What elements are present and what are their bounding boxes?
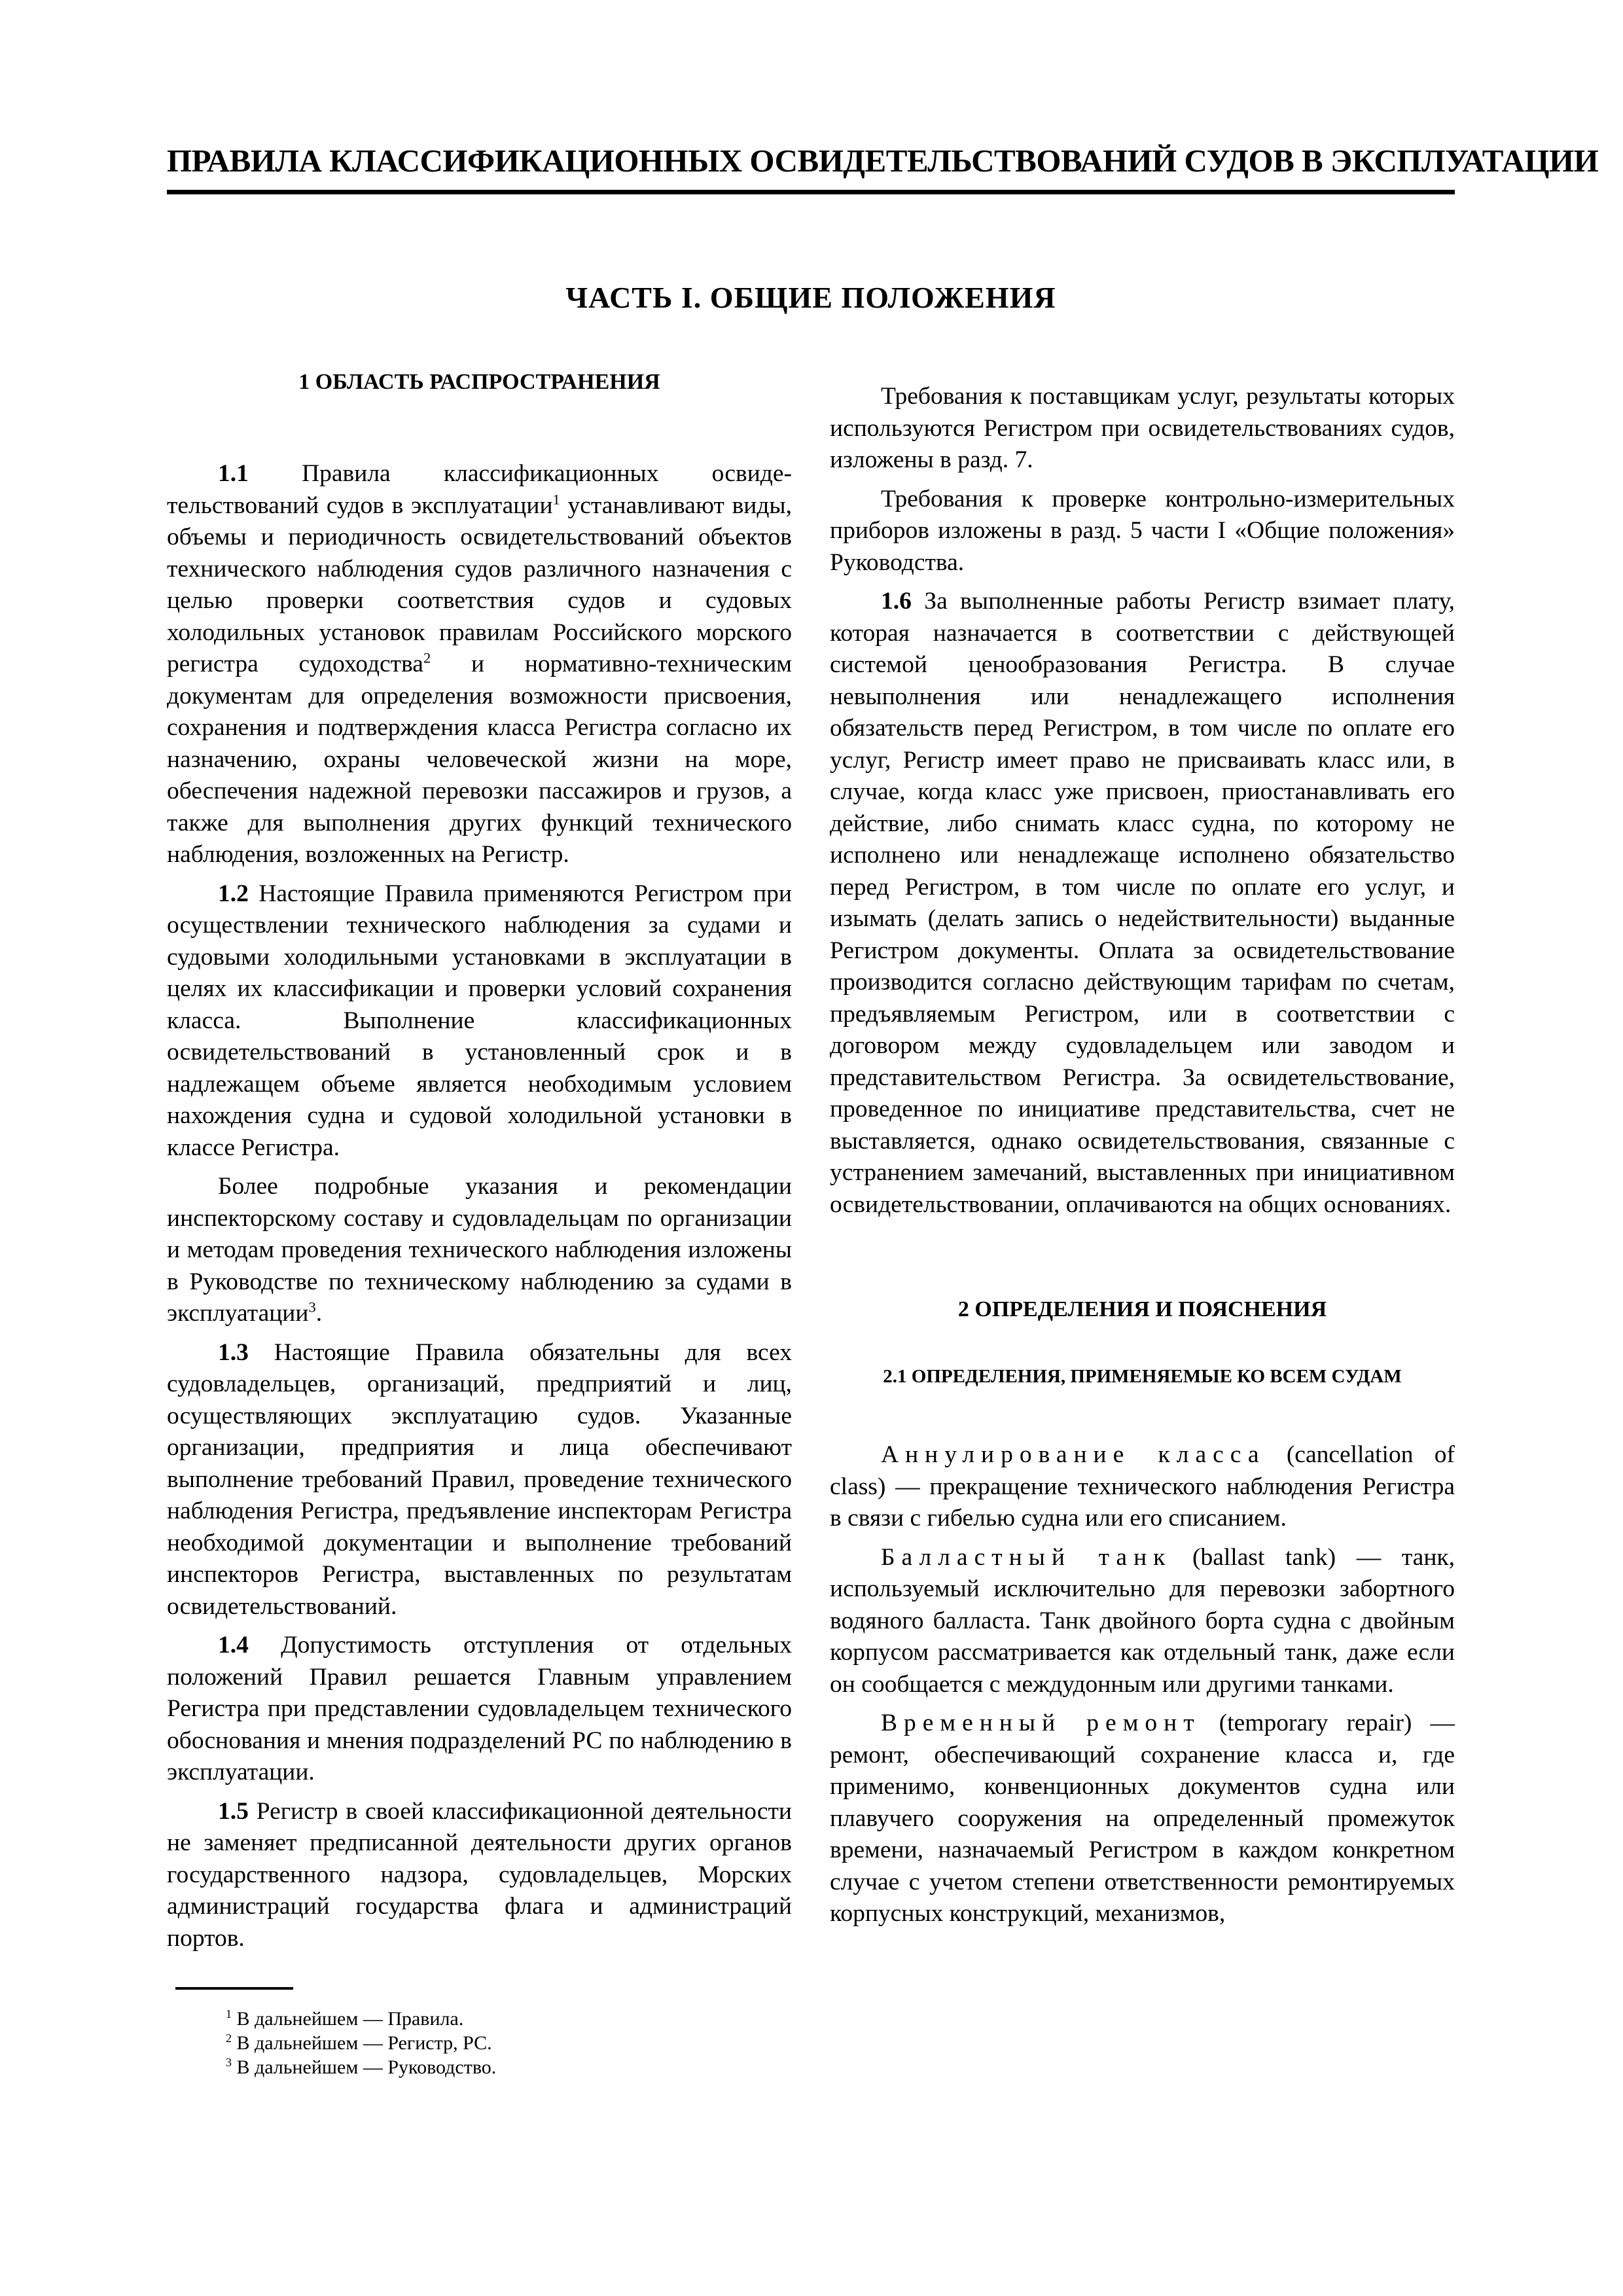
paragraph-1-6: [830, 586, 1455, 1221]
footnote-ref: 3: [308, 1299, 316, 1316]
section-1-heading: 1 ОБЛАСТЬ РАСПРОСТРАНЕНИЯ: [298, 370, 660, 394]
paragraph-text: Настоящие Правила обязательны для всех судовладельцев, организаций, предприятий и лиц, осуществляющих эксплуатацию судов. Указанные организации, предприятия и лица обеспечивают выполнение требований Правил, проведение технического наблюдения Регистра, предъявление инспекторам Регистра необходимой документации и выполнение требований инспекторов Регистра, выставленных по результатам освидетельствований.: [167, 1338, 792, 1620]
defined-term: Аннулирование класса: [881, 1441, 1266, 1468]
paragraph-1-5-providers: Требования к поставщикам услуг, результаты которых используются Регистром при освидетельствованиях судов, изложены в разд. 7.: [830, 383, 1455, 473]
footnote: $^2$ В дальнейшем — Регистр, РС.: [226, 2032, 492, 2054]
footnotes: [226, 2007, 789, 2079]
footnote-ref: 1: [552, 491, 560, 507]
clause-number: 1.2: [218, 880, 249, 907]
right-column: [830, 381, 1455, 1937]
footnote-mark: 2: [226, 2032, 232, 2045]
defined-term: Балластный танк: [881, 1543, 1172, 1571]
footnote-mark: 3: [226, 2056, 232, 2069]
paragraph-1-1: [167, 458, 792, 871]
clause-number: 1.5: [218, 1797, 249, 1825]
paragraph-1-2-details: [167, 1171, 792, 1330]
clause-number: 1.1: [218, 460, 249, 487]
paragraph-text: .: [315, 1300, 323, 1327]
footnote-rule: [175, 1987, 293, 1990]
section-2-1-heading: 2.1 ОПРЕДЕЛЕНИЯ, ПРИМЕНЯЕМЫЕ КО ВСЕМ СУДАМ: [883, 1366, 1402, 1387]
defined-term: Временный ремонт: [881, 1710, 1201, 1736]
paragraph-text: Допустимость отступления от отдельных положений Правил решается Главным управлением Регистра при представлении судовладельцем технического обоснования и мнения подразделений РС по наблюдению в эксплуатации.: [167, 1632, 792, 1785]
footnote: $^1$ В дальнейшем — Правила.: [226, 2007, 464, 2030]
paragraph-1-5-instruments: Требования к проверке контрольно-измерительных приборов изложены в разд. 5 части I «Общие положения» Руководства.: [830, 485, 1455, 576]
paragraph-text: За выполненные работы Регистр взимает плату, которая назначается в соответствии с действующей системой ценообразования Регистра. В случае невыполнения или ненадлежащего исполнения обязательств перед Регистром, в том числе по оплате его услуг, Регистр имеет право не присваивать класс или, в случае, когда класс уже присвоен, приостанавливать его действие, либо снимать класс судна, по которому не исполнено или ненадлежаще исполнено обязательство перед Регистром, в том числе по оплате его услуг, и изымать (делать запись о недействительности) выданные Регистром документы. Оплата за освидетельствование производится согласно действующим тарифам по счетам, предъявляемым Регистром, или в соответствии с договором между судовладельцем или заводом и представительством Регистра. За освидетельствование, проведенное по инициативе представительства, счет не выставляется, однако освидетельствования, связанные с устранением замечаний, выставленных при инициативном освидетельствовании, оплачиваются на общих основаниях.: [830, 588, 1455, 1218]
footnote-mark: 1: [226, 2007, 232, 2020]
clause-number: 1.4: [218, 1632, 249, 1659]
paragraph-1-5: [167, 1796, 792, 1955]
paragraph-text: Настоящие Правила применяются Регистром при осуществлении технического наблюдения за судами и судовыми холодильными установками в эксплуатации в целях их классификации и проверки условий сохранения класса. Выполнение классификационных освидетельствований в установленный срок и в надлежащем объеме является необходимым условием нахождения судна и судовой холодильной установки в классе Регистра.: [167, 880, 792, 1161]
header-rule: [167, 190, 1455, 194]
running-header: ПРАВИЛА КЛАССИФИКАЦИОННЫХ ОСВИДЕТЕЛЬСТВОВАНИЙ СУДОВ В ЭКСПЛУАТАЦИИ: [167, 143, 1599, 179]
footnote-ref: 2: [423, 649, 431, 666]
paragraph-1-2: [167, 878, 792, 1164]
part-title: ЧАСТЬ I. ОБЩИЕ ПОЛОЖЕНИЯ: [565, 281, 1056, 314]
paragraph-text: устанавливают виды, объемы и периодичность освидетельствований объектов технического наблюдения судов различного назначения с целью проверки соответствия судов и судовых холодильных установок правилам Российского морского регистра судоходства: [167, 492, 793, 677]
definition-ballast-tank: [830, 1542, 1455, 1701]
paragraph-text: Более подробные указания и рекомендации инспекторскому составу и судовладельцам по организации и методам проведения технического наблюдения изложены в Руководстве по техническому наблюдению за судами в эксплуатации: [167, 1173, 792, 1327]
definition-temporary-repair: [830, 1708, 1455, 1930]
section-2-heading: 2 ОПРЕДЕЛЕНИЯ И ПОЯСНЕНИЯ: [957, 1297, 1327, 1321]
definition-text: (cancellation of class) — прекращение технического наблюдения Регистра в связи с гибелью судна или его списанием.: [830, 1441, 1455, 1532]
definition-text: (temporary repair) — ремонт, обеспечивающий сохранение класса и, где применимо, конвенционных документов судна или плавучего сооружения на определенный промежуток времени, назначаемый Регистром в каждом конкретном случае с учетом степени ответственности ремонтируемых корпусных конструкций, механизмов,: [830, 1710, 1455, 1927]
definition-text: (ballast tank) — танк, используемый исключительно для перевозки забортного водяного балласта. Танк двойного борта судна с двойным корпусом рассматривается как отдельный танк, даже если он сообщается с междудонным или другими танками.: [830, 1543, 1455, 1698]
paragraph-1-3: [167, 1337, 792, 1623]
clause-number: 1.3: [218, 1338, 249, 1366]
paragraph-text: Правила классификационных освидетельствований судов в эксплуатации: [167, 460, 792, 519]
footnote: $^3$ В дальнейшем — Руководство.: [226, 2056, 497, 2078]
paragraph-text: Регистр в своей классификационной деятельности не заменяет предписанной деятельности других органов государственного надзора, судовладельцев, Морских администраций государства флага и администраций портов.: [167, 1797, 792, 1952]
clause-number: 1.6: [881, 588, 912, 615]
paragraph-1-4: [167, 1630, 792, 1789]
paragraph-text: и нормативно-техническим документам для определения возможности присвоения, сохранения и подтверждения класса Регистра согласно их назначению, охраны человеческой жизни на море, обеспечения надежной перевозки пассажиров и грузов, а также для выполнения других функций технического наблюдения, возложенных на Регистр.: [167, 651, 793, 868]
left-column: [167, 367, 792, 1962]
definition-cancellation: [830, 1439, 1455, 1535]
